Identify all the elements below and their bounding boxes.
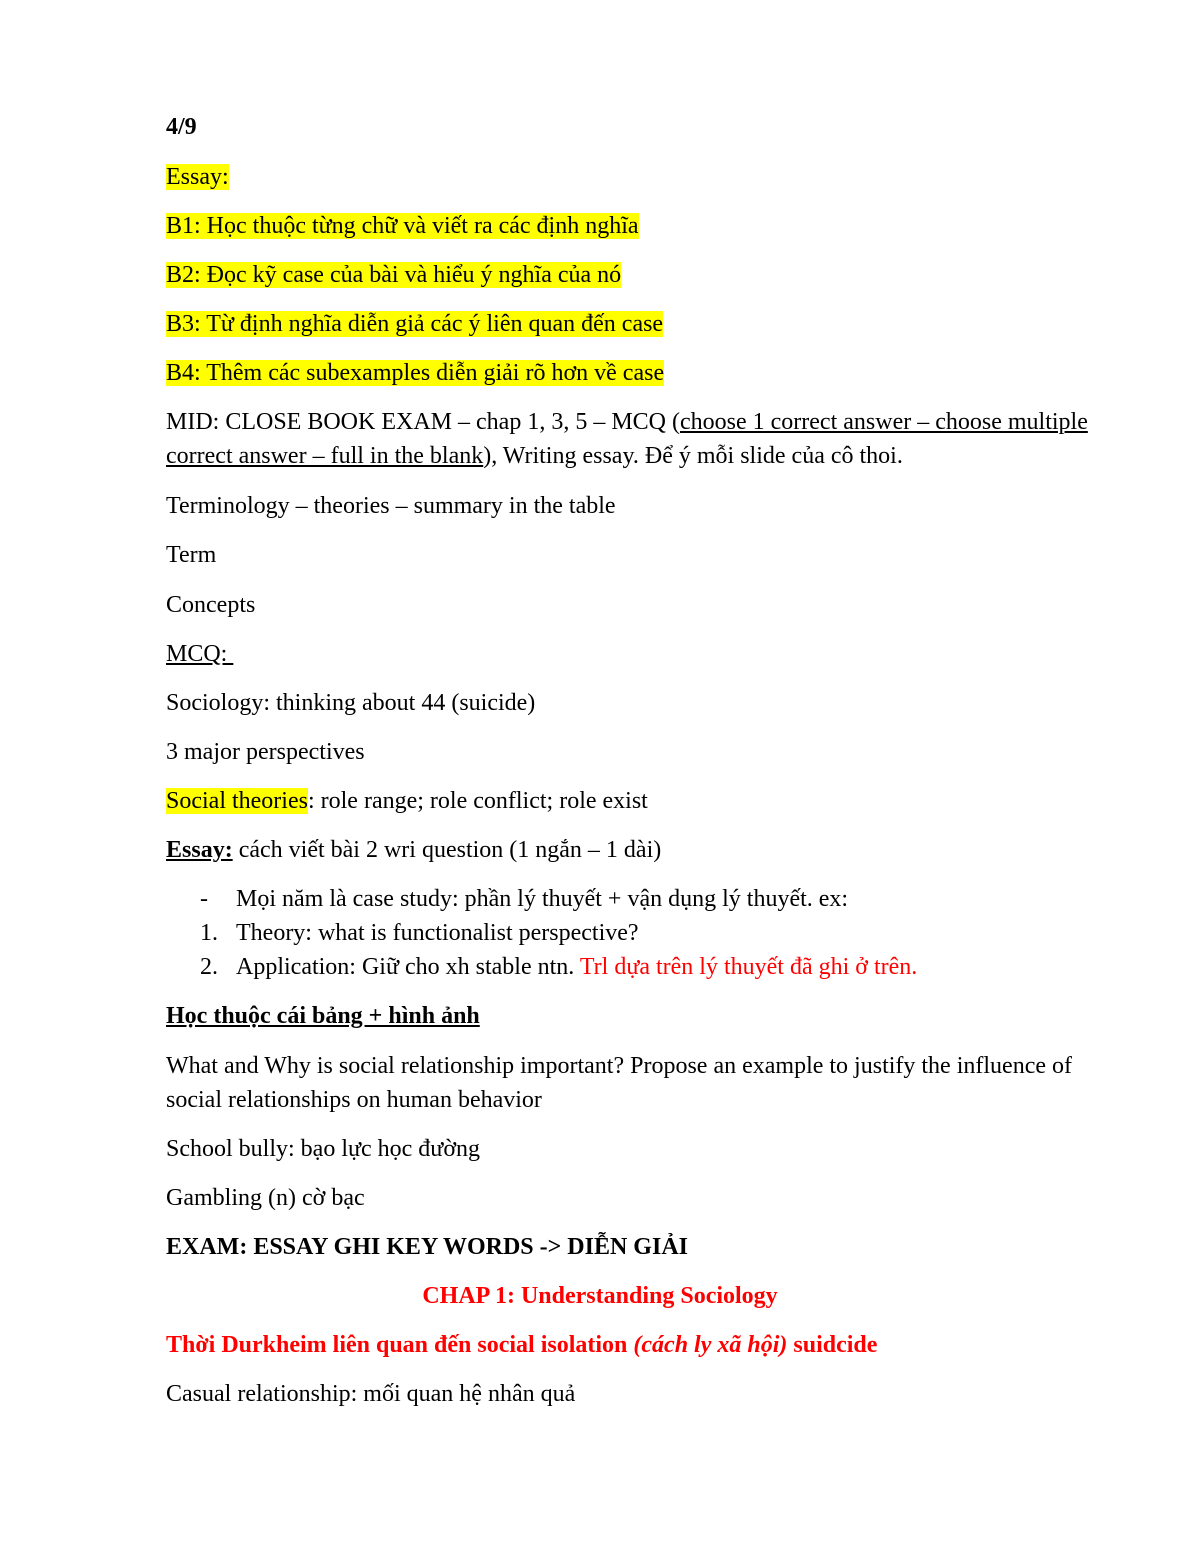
list-item-2-text: Application: Giữ cho xh stable ntn. xyxy=(236,954,580,980)
mid-exam-note xyxy=(166,405,1106,473)
step-b4 xyxy=(166,358,664,388)
step-b3-text: B3: Từ định nghĩa diễn giả các ý liên quan đến case xyxy=(166,311,664,337)
list-item-2 xyxy=(200,952,917,982)
sociology-line: Sociology: thinking about 44 (suicide) xyxy=(166,690,536,716)
mcq-line: MCQ: xyxy=(166,641,234,667)
social-theories-label: Social theories xyxy=(166,788,308,814)
casual-relationship-line: Casual relationship: mối quan hệ nhân quả xyxy=(166,1381,576,1407)
exam-heading: EXAM: ESSAY GHI KEY WORDS -> DIỄN GIẢI xyxy=(166,1234,688,1260)
step-b3 xyxy=(166,309,663,339)
step-b1-text: B1: Học thuộc từng chữ và viết ra các định nghĩa xyxy=(166,213,639,239)
school-bully-line: School bully: bạo lực học đường xyxy=(166,1136,481,1162)
list-item-1 xyxy=(200,918,639,948)
list-dash-marker: - xyxy=(200,886,208,912)
mid-prefix: MID: CLOSE BOOK EXAM – chap 1, 3, 5 – MCQ ( xyxy=(166,409,680,435)
essay-line xyxy=(166,835,661,865)
concepts-line: Concepts xyxy=(166,592,256,618)
essay-heading xyxy=(166,162,229,192)
durkheim-after: suidcide xyxy=(787,1332,878,1358)
question-paragraph: What and Why is social relationship important? Propose an example to justify the influence of social relationships on human behavior xyxy=(166,1053,1072,1113)
chapter-1-title: CHAP 1: Understanding Sociology xyxy=(422,1283,778,1309)
list-item-1-text: Theory: what is functionalist perspective? xyxy=(236,920,639,946)
list-item-2-number: 2. xyxy=(200,954,218,980)
step-b4-text: B4: Thêm các subexamples diễn giải rõ hơn về case xyxy=(166,360,665,386)
gambling-line: Gambling (n) cờ bạc xyxy=(166,1185,365,1211)
hoc-thuoc-heading: Học thuộc cái bảng + hình ảnh xyxy=(166,1003,480,1029)
durkheim-before: Thời Durkheim liên quan đến social isolation xyxy=(166,1332,634,1358)
durkheim-line xyxy=(166,1330,877,1360)
social-theories-rest: : role range; role conflict; role exist xyxy=(307,788,648,814)
essay-line-rest: cách viết bài 2 wri question (1 ngắn – 1 dài) xyxy=(232,837,662,863)
step-b2-text: B2: Đọc kỹ case của bài và hiểu ý nghĩa của nó xyxy=(166,262,622,288)
essay-line-label: Essay: xyxy=(166,837,233,863)
list-dash-text: Mọi năm là case study: phần lý thuyết + vận dụng lý thuyết. ex: xyxy=(236,886,849,912)
mid-suffix: ), Writing essay. Để ý mỗi slide của cô thoi. xyxy=(483,443,903,469)
essay-heading-text: Essay: xyxy=(166,164,229,190)
list-item-dash xyxy=(200,884,848,914)
perspectives-line: 3 major perspectives xyxy=(166,739,365,765)
mid-underlined: choose 1 correct answer – choose multiple correct answer – full in the blank xyxy=(166,409,1088,469)
list-item-1-number: 1. xyxy=(200,920,218,946)
step-b2 xyxy=(166,260,621,290)
term-line: Term xyxy=(166,542,217,568)
social-theories-line xyxy=(166,786,648,816)
date-heading: 4/9 xyxy=(166,114,197,140)
terminology-line: Terminology – theories – summary in the table xyxy=(166,493,616,519)
step-b1 xyxy=(166,211,639,241)
durkheim-italic: (cách ly xã hội) xyxy=(633,1332,788,1358)
list-item-2-red-text: Trl dựa trên lý thuyết đã ghi ở trên. xyxy=(579,954,918,980)
